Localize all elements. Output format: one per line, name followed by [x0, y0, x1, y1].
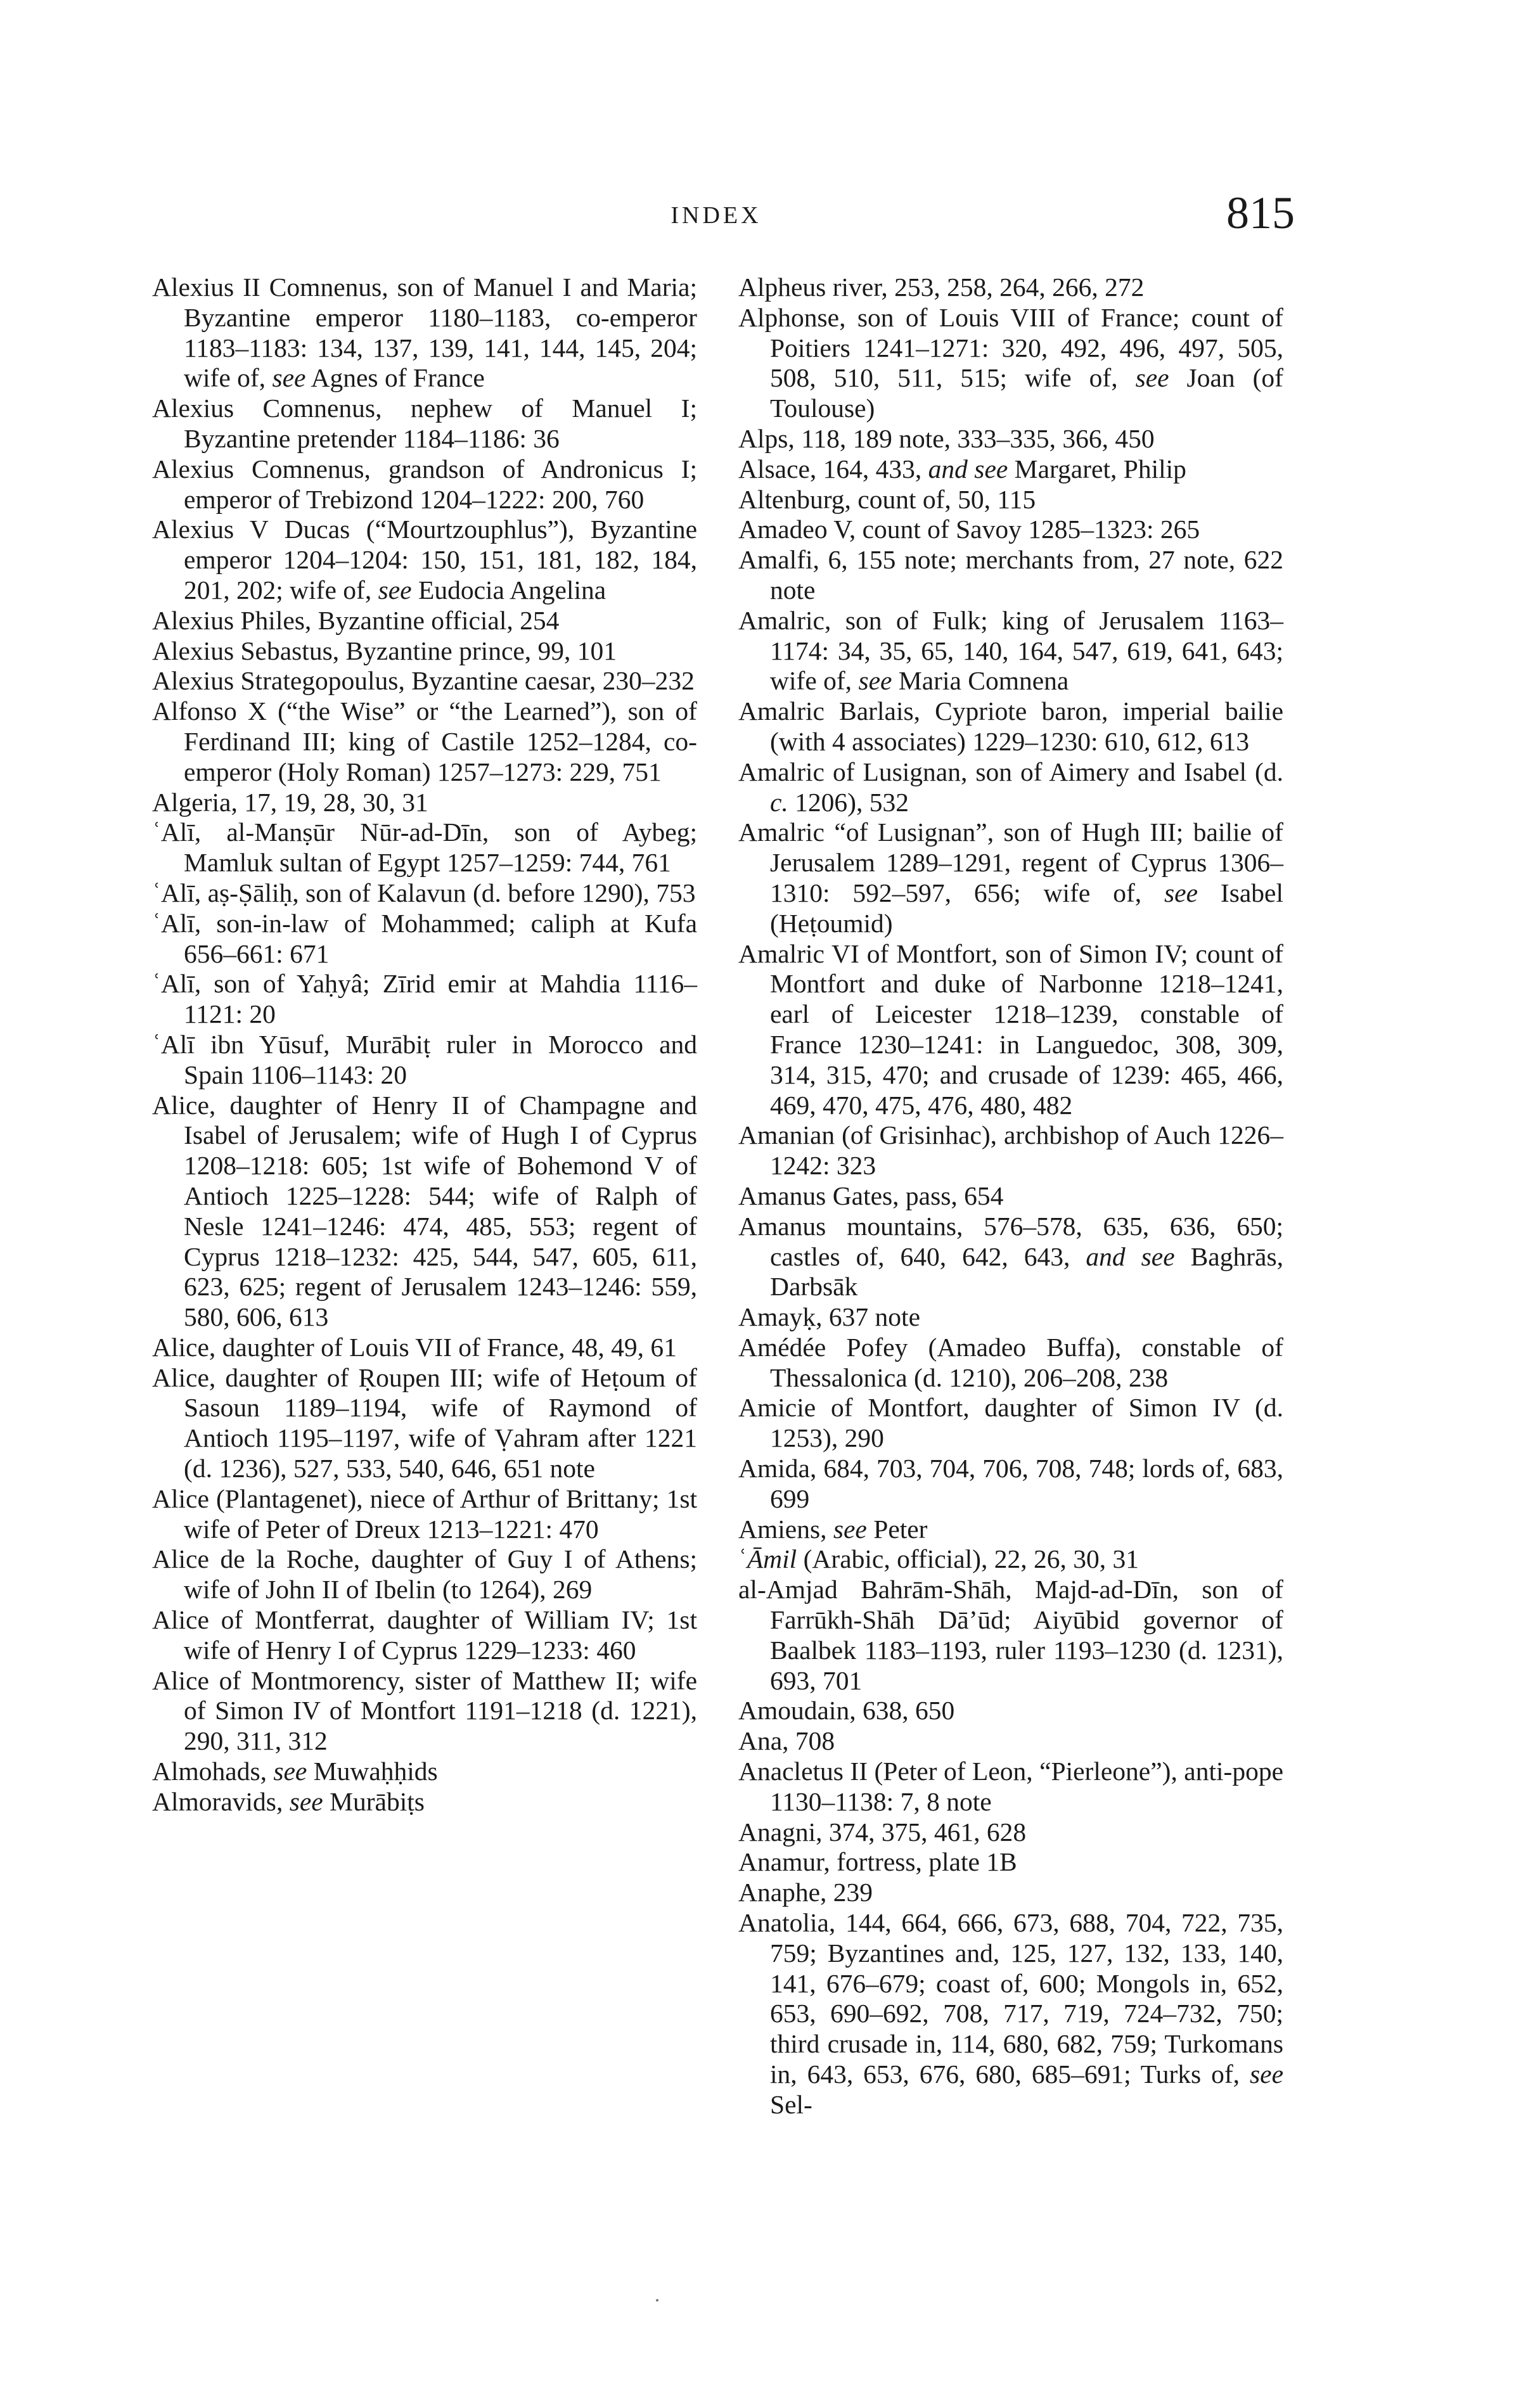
index-entry: Alexius Philes, Byzantine official, 254	[152, 605, 560, 635]
index-entry: Amiens, see Peter	[738, 1514, 928, 1544]
index-entry: Alsace, 164, 433, and see Margaret, Philip	[738, 454, 1186, 484]
index-column-right	[738, 272, 1283, 2120]
index-entry: Amanian (of Grisinhac), archbishop of Auch 1226–1242: 323	[738, 1120, 1283, 1181]
index-column-left	[152, 272, 697, 1817]
index-entry: Almoravids, see Murābiṭs	[152, 1786, 425, 1816]
index-entry: Alice, daughter of Ṛoupen III; wife of Heṭoum of Sasoun 1189–1194, wife of Raymond of Antioch 1195–1197, wife of Ṿahram after 1221 (d. 1236), 527, 533, 540, 646, 651 note	[152, 1362, 697, 1483]
index-entry: Amida, 684, 703, 704, 706, 708, 748; lords of, 683, 699	[738, 1454, 1283, 1513]
index-entry: Amédée Pofey (Amadeo Buffa), constable of Thessalonica (d. 1210), 206–208, 238	[738, 1332, 1283, 1392]
index-entry: Amalric Barlais, Cypriote baron, imperial bailie (with 4 associates) 1229–1230: 610, 612, 613	[738, 696, 1283, 756]
index-entry: Alice of Montferrat, daughter of William IV; 1st wife of Henry I of Cyprus 1229–1233: 460	[152, 1605, 697, 1665]
index-entry: Alfonso X (“the Wise” or “the Learned”), son of Ferdinand III; king of Castile 1252–1284, co-emperor (Holy Roman) 1257–1273: 229, 751	[152, 696, 697, 786]
index-entry: Amalric of Lusignan, son of Aimery and Isabel (d. c. 1206), 532	[738, 757, 1283, 817]
index-entry: Anatolia, 144, 664, 666, 673, 688, 704, 722, 735, 759; Byzantines and, 125, 127, 132, 133, 140, 141, 676–679; coast of, 600; Mongols in, 652, 653, 690–692, 708, 717, 719, 724–732, 750; third crusade in, 114, 680, 682, 759; Turkomans in, 643, 653, 676, 680, 685–691; Turks of, see Sel-	[738, 1908, 1283, 2119]
index-entry: Alice, daughter of Louis VII of France, 48, 49, 61	[152, 1332, 677, 1362]
index-entry: Algeria, 17, 19, 28, 30, 31	[152, 787, 428, 817]
index-entry: Amayḳ, 637 note	[738, 1302, 920, 1332]
footer-dot	[656, 2299, 658, 2302]
index-entry: Anamur, fortress, plate 1B	[738, 1847, 1017, 1877]
index-entry: Amalric VI of Montfort, son of Simon IV; count of Montfort and duke of Narbonne 1218–1241, earl of Leicester 1218–1239, constable of France 1230–1241: in Languedoc, 308, 309, 314, 315, 470; and crusade of 1239: 465, 466, 469, 470, 475, 476, 480, 482	[738, 938, 1283, 1120]
index-entry: Amoudain, 638, 650	[738, 1696, 955, 1726]
index-entry: Alexius Comnenus, grandson of Andronicus I; emperor of Trebizond 1204–1222: 200, 760	[152, 454, 697, 514]
index-entry: Alice, daughter of Henry II of Champagne and Isabel of Jerusalem; wife of Hugh I of Cyprus 1208–1218: 605; 1st wife of Bohemond V of Antioch 1225–1228: 544; wife of Ralph of Nesle 1241–1246: 474, 485, 553; regent of Cyprus 1218–1232: 425, 544, 547, 605, 611, 623, 625; regent of Jerusalem 1243–1246: 559, 580, 606, 613	[152, 1090, 697, 1332]
index-entry: Anacletus II (Peter of Leon, “Pierleone”), anti-pope 1130–1138: 7, 8 note	[738, 1757, 1283, 1816]
index-entry: Alphonse, son of Louis VIII of France; count of Poitiers 1241–1271: 320, 492, 496, 497, 505, 508, 510, 511, 515; wife of, see Joan (of Toulouse)	[738, 302, 1283, 423]
index-entry: ʿAlī, al-Manṣūr Nūr-ad-Dīn, son of Aybeg; Mamluk sultan of Egypt 1257–1259: 744, 761	[152, 817, 697, 878]
page-number: 815	[1226, 188, 1295, 238]
index-entry: Ana, 708	[738, 1726, 835, 1756]
index-entry: Amalric “of Lusignan”, son of Hugh III; bailie of Jerusalem 1289–1291, regent of Cyprus 1306–1310: 592–597, 656; wife of, see Isabel (Heṭoumid)	[738, 817, 1284, 938]
index-entry: Amicie of Montfort, daughter of Simon IV (d. 1253), 290	[738, 1393, 1283, 1453]
index-entry: al-Amjad Bahrām-Shāh, Majd-ad-Dīn, son of Farrūkh-Shāh Dā’ūd; Aiyūbid governor of Baalbek 1183–1193, ruler 1193–1230 (d. 1231), 693, 701	[738, 1575, 1283, 1695]
index-entry: Amalric, son of Fulk; king of Jerusalem 1163–1174: 34, 35, 65, 140, 164, 547, 619, 641, 643; wife of, see Maria Comnena	[738, 605, 1283, 696]
index-entry: Amanus mountains, 576–578, 635, 636, 650; castles of, 640, 642, 643, and see Baghrās, Darbsāk	[738, 1211, 1283, 1302]
index-entry: Alexius Strategopoulus, Byzantine caesar, 230–232	[152, 666, 695, 696]
index-entry: Alps, 118, 189 note, 333–335, 366, 450	[738, 423, 1155, 453]
index-entry: Almohads, see Muwaḥḥids	[152, 1757, 438, 1786]
index-entry: Alexius Sebastus, Byzantine prince, 99, 101	[152, 636, 617, 665]
index-entry: Altenburg, count of, 50, 115	[738, 484, 1036, 514]
index-entry: Alpheus river, 253, 258, 264, 266, 272	[738, 272, 1145, 302]
index-entry: Amanus Gates, pass, 654	[738, 1181, 1004, 1210]
index-entry: Alice of Montmorency, sister of Matthew II; wife of Simon IV of Montfort 1191–1218 (d. 1221), 290, 311, 312	[152, 1665, 697, 1756]
index-entry: ʿĀmil (Arabic, official), 22, 26, 30, 31	[738, 1544, 1139, 1574]
index-entry: Amalfi, 6, 155 note; merchants from, 27 note, 622 note	[738, 545, 1283, 605]
index-entry: ʿAlī ibn Yūsuf, Murābiṭ ruler in Morocco and Spain 1106–1143: 20	[152, 1029, 697, 1089]
index-entry: ʿAlī, aṣ-Ṣāliḥ, son of Kalavun (d. before 1290), 753	[152, 878, 696, 907]
index-entry: Alice de la Roche, daughter of Guy I of Athens; wife of John II of Ibelin (to 1264), 269	[152, 1544, 697, 1604]
index-entry: ʿAlī, son-in-law of Mohammed; caliph at Kufa 656–661: 671	[152, 908, 697, 968]
index-entry: Alexius V Ducas (“Mourtzouphlus”), Byzantine emperor 1204–1204: 150, 151, 181, 182, 184, 201, 202; wife of, see Eudocia Angelina	[152, 515, 697, 605]
index-entry: Alexius Comnenus, nephew of Manuel I; Byzantine pretender 1184–1186: 36	[152, 394, 697, 453]
index-entry: Alexius II Comnenus, son of Manuel I and Maria; Byzantine emperor 1180–1183, co-emperor 1183–1183: 134, 137, 139, 141, 144, 145, 204; wife of, see Agnes of France	[152, 272, 697, 393]
running-header: INDEX	[671, 202, 762, 229]
index-entry: ʿAlī, son of Yaḥyâ; Zīrid emir at Mahdia 1116–1121: 20	[152, 969, 697, 1029]
index-entry: Alice (Plantagenet), niece of Arthur of Brittany; 1st wife of Peter of Dreux 1213–1221: 470	[152, 1483, 697, 1544]
index-entry: Amadeo V, count of Savoy 1285–1323: 265	[738, 515, 1200, 544]
index-entry: Anaphe, 239	[738, 1878, 873, 1907]
index-entry: Anagni, 374, 375, 461, 628	[738, 1817, 1027, 1847]
